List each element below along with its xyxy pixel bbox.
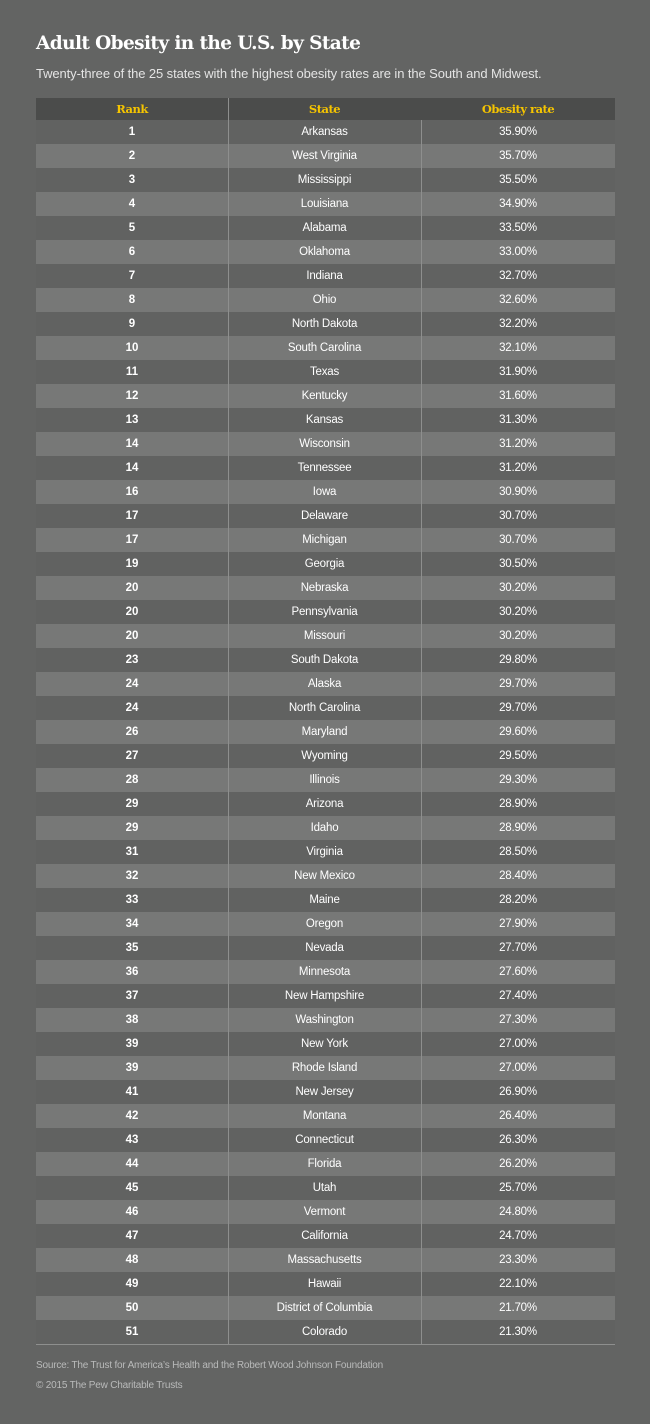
table-row [36,552,615,576]
state-cell: Connecticut [295,1134,354,1146]
rank-cell: 13 [125,414,139,426]
rank-cell: 20 [125,606,139,618]
state-cell: Rhode Island [291,1062,358,1074]
rank-cell: 7 [128,270,136,282]
table-row [36,456,615,480]
state-cell: Tennessee [297,462,352,474]
obesity-rate-cell: 27.60% [499,966,537,978]
obesity-rate-cell: 26.30% [499,1134,537,1146]
obesity-rate-cell: 31.30% [499,414,537,426]
table-row [36,864,615,888]
obesity-rate-cell: 26.20% [499,1158,537,1170]
obesity-rate-cell: 29.30% [499,774,537,786]
state-cell: New Jersey [295,1086,354,1098]
rank-cell: 44 [125,1158,139,1170]
obesity-rate-cell: 30.20% [499,582,537,594]
state-cell: California [301,1230,348,1242]
rank-cell: 16 [125,486,139,498]
table-row [36,528,615,552]
table-row [36,672,615,696]
obesity-rate-cell: 28.40% [499,870,537,882]
obesity-rate-cell: 26.40% [499,1110,537,1122]
rank-cell: 47 [125,1230,139,1242]
table-row [36,264,615,288]
obesity-rate-cell: 29.80% [499,654,537,666]
state-cell: Washington [295,1014,354,1026]
rank-cell: 8 [128,294,136,306]
table-row [36,576,615,600]
table-row [36,168,615,192]
obesity-rate-cell: 30.90% [499,486,537,498]
column-header-rank: Rank [116,102,148,116]
table-row [36,240,615,264]
rank-cell: 27 [125,750,139,762]
state-cell: Minnesota [298,966,351,978]
obesity-rate-cell: 27.00% [499,1038,537,1050]
obesity-rate-cell: 28.90% [499,798,537,810]
state-cell: Wyoming [301,750,348,762]
table-row [36,1296,615,1320]
rank-cell: 28 [125,774,139,786]
rank-cell: 32 [125,870,139,882]
rank-cell: 9 [128,318,136,330]
state-cell: Idaho [310,822,339,834]
rank-cell: 37 [125,990,139,1002]
rank-cell: 24 [125,702,139,714]
state-cell: Georgia [304,558,345,570]
rank-cell: 2 [128,150,136,162]
rank-cell: 26 [125,726,139,738]
rank-cell: 38 [125,1014,139,1026]
table-row [36,504,615,528]
rank-cell: 39 [125,1062,139,1074]
rank-cell: 20 [125,582,139,594]
obesity-rate-cell: 29.60% [499,726,537,738]
table-row [36,408,615,432]
state-cell: New Mexico [294,870,355,882]
rank-cell: 24 [125,678,139,690]
table-row [36,312,615,336]
obesity-rate-cell: 32.70% [499,270,537,282]
obesity-rate-cell: 30.70% [499,510,537,522]
obesity-rate-cell: 35.90% [499,126,537,138]
table-row [36,600,615,624]
state-cell: Oklahoma [299,246,350,258]
table-row [36,984,615,1008]
table-row [36,888,615,912]
table-row [36,192,615,216]
table-row [36,1200,615,1224]
rank-cell: 4 [128,198,136,210]
rank-cell: 49 [125,1278,139,1290]
obesity-rate-cell: 31.20% [499,462,537,474]
state-cell: Ohio [312,294,337,306]
state-cell: Wisconsin [299,438,350,450]
rank-cell: 34 [125,918,139,930]
state-cell: Montana [302,1110,347,1122]
page-title: Adult Obesity in the U.S. by State [36,33,361,54]
obesity-table [36,98,615,1344]
rank-cell: 41 [125,1086,139,1098]
state-cell: District of Columbia [276,1302,373,1314]
table-row [36,1272,615,1296]
rank-cell: 45 [125,1182,139,1194]
obesity-rate-cell: 21.70% [499,1302,537,1314]
obesity-rate-cell: 30.70% [499,534,537,546]
obesity-rate-cell: 28.90% [499,822,537,834]
table-row [36,936,615,960]
state-cell: Nevada [305,942,344,954]
obesity-rate-cell: 27.40% [499,990,537,1002]
state-cell: Delaware [301,510,348,522]
rank-cell: 19 [125,558,139,570]
obesity-rate-cell: 29.50% [499,750,537,762]
table-row [36,840,615,864]
state-cell: North Carolina [288,702,361,714]
rank-cell: 29 [125,822,139,834]
table-row [36,1104,615,1128]
obesity-rate-cell: 31.60% [499,390,537,402]
state-cell: Texas [309,366,340,378]
state-cell: Alabama [302,222,347,234]
table-row [36,384,615,408]
table-row [36,216,615,240]
table-row [36,792,615,816]
obesity-rate-cell: 22.10% [499,1278,537,1290]
obesity-rate-cell: 27.00% [499,1062,537,1074]
rank-cell: 35 [125,942,139,954]
rank-cell: 36 [125,966,139,978]
obesity-rate-cell: 27.90% [499,918,537,930]
table-row [36,144,615,168]
state-cell: Kansas [305,414,344,426]
state-cell: Illinois [309,774,340,786]
state-cell: Arizona [305,798,344,810]
rank-cell: 20 [125,630,139,642]
column-header-state: State [308,102,341,116]
table-row [36,120,615,144]
table-row [36,744,615,768]
rank-cell: 17 [125,510,139,522]
state-cell: North Dakota [291,318,358,330]
column-divider [228,98,229,1344]
rank-cell: 39 [125,1038,139,1050]
table-row [36,624,615,648]
obesity-rate-cell: 35.70% [499,150,537,162]
rank-cell: 6 [128,246,136,258]
obesity-rate-cell: 33.50% [499,222,537,234]
state-cell: South Dakota [290,654,359,666]
rank-cell: 31 [125,846,139,858]
obesity-rate-cell: 29.70% [499,678,537,690]
state-cell: New York [301,1038,348,1050]
state-cell: Maine [309,894,340,906]
obesity-rate-cell: 30.50% [499,558,537,570]
obesity-rate-cell: 32.10% [499,342,537,354]
state-cell: Vermont [303,1206,346,1218]
obesity-rate-cell: 24.70% [499,1230,537,1242]
table-row [36,1032,615,1056]
obesity-rate-cell: 25.70% [499,1182,537,1194]
obesity-rate-cell: 32.60% [499,294,537,306]
obesity-rate-cell: 28.20% [499,894,537,906]
table-row [36,1248,615,1272]
column-divider [421,120,422,1344]
obesity-rate-cell: 30.20% [499,630,537,642]
table-row [36,1008,615,1032]
rank-cell: 23 [125,654,139,666]
rank-cell: 50 [125,1302,139,1314]
rank-cell: 48 [125,1254,139,1266]
rank-cell: 10 [125,342,139,354]
obesity-rate-cell: 23.30% [499,1254,537,1266]
table-row [36,912,615,936]
obesity-rate-cell: 29.70% [499,702,537,714]
obesity-rate-cell: 31.90% [499,366,537,378]
table-row [36,360,615,384]
state-cell: Pennsylvania [291,606,358,618]
table-row [36,1320,615,1344]
state-cell: Massachusetts [287,1254,362,1266]
rank-cell: 42 [125,1110,139,1122]
obesity-rate-cell: 33.00% [499,246,537,258]
table-row [36,720,615,744]
copyright-note: © 2015 The Pew Charitable Trusts [36,1380,183,1391]
rank-cell: 46 [125,1206,139,1218]
state-cell: Louisiana [300,198,349,210]
state-cell: Michigan [302,534,347,546]
rank-cell: 51 [125,1326,139,1338]
state-cell: Missouri [303,630,346,642]
state-cell: Hawaii [307,1278,342,1290]
table-row [36,1224,615,1248]
state-cell: Nebraska [300,582,349,594]
rank-cell: 17 [125,534,139,546]
rank-cell: 29 [125,798,139,810]
obesity-rate-cell: 31.20% [499,438,537,450]
table-row [36,960,615,984]
state-cell: West Virginia [292,150,357,162]
table-row [36,696,615,720]
table-row [36,1176,615,1200]
state-cell: Kentucky [301,390,348,402]
table-header [36,98,615,120]
rank-cell: 1 [128,126,136,138]
rank-cell: 14 [125,462,139,474]
rank-cell: 14 [125,438,139,450]
obesity-rate-cell: 34.90% [499,198,537,210]
rank-cell: 11 [125,366,139,378]
state-cell: Virginia [306,846,343,858]
table-row [36,648,615,672]
obesity-rate-cell: 30.20% [499,606,537,618]
rank-cell: 12 [125,390,139,402]
obesity-rate-cell: 27.70% [499,942,537,954]
obesity-rate-cell: 27.30% [499,1014,537,1026]
rank-cell: 5 [128,222,136,234]
state-cell: Mississippi [297,174,352,186]
obesity-rate-cell: 21.30% [499,1326,537,1338]
table-body [36,120,615,1344]
table-row [36,1128,615,1152]
state-cell: Iowa [312,486,337,498]
column-header-obesity-rate: Obesity rate [481,102,555,116]
state-cell: South Carolina [287,342,362,354]
state-cell: Colorado [301,1326,348,1338]
state-cell: New Hampshire [284,990,365,1002]
table-row [36,768,615,792]
state-cell: Indiana [306,270,343,282]
rank-cell: 33 [125,894,139,906]
state-cell: Florida [307,1158,342,1170]
state-cell: Alaska [307,678,342,690]
page-subtitle: Twenty-three of the 25 states with the highest obesity rates are in the South and Midwest. [36,66,542,81]
obesity-rate-cell: 32.20% [499,318,537,330]
table-row [36,1152,615,1176]
state-cell: Utah [312,1182,337,1194]
table-bottom-rule [36,1344,615,1345]
obesity-rate-cell: 24.80% [499,1206,537,1218]
table-row [36,480,615,504]
state-cell: Maryland [301,726,348,738]
table-row [36,336,615,360]
source-note: Source: The Trust for America’s Health and the Robert Wood Johnson Foundation [36,1360,384,1371]
table-row [36,432,615,456]
obesity-rate-cell: 28.50% [499,846,537,858]
table-row [36,288,615,312]
rank-cell: 43 [125,1134,139,1146]
rank-cell: 3 [128,174,136,186]
table-row [36,1056,615,1080]
state-cell: Oregon [305,918,344,930]
obesity-rate-cell: 26.90% [499,1086,537,1098]
table-row [36,1080,615,1104]
obesity-rate-cell: 35.50% [499,174,537,186]
table-row [36,816,615,840]
state-cell: Arkansas [301,126,348,138]
